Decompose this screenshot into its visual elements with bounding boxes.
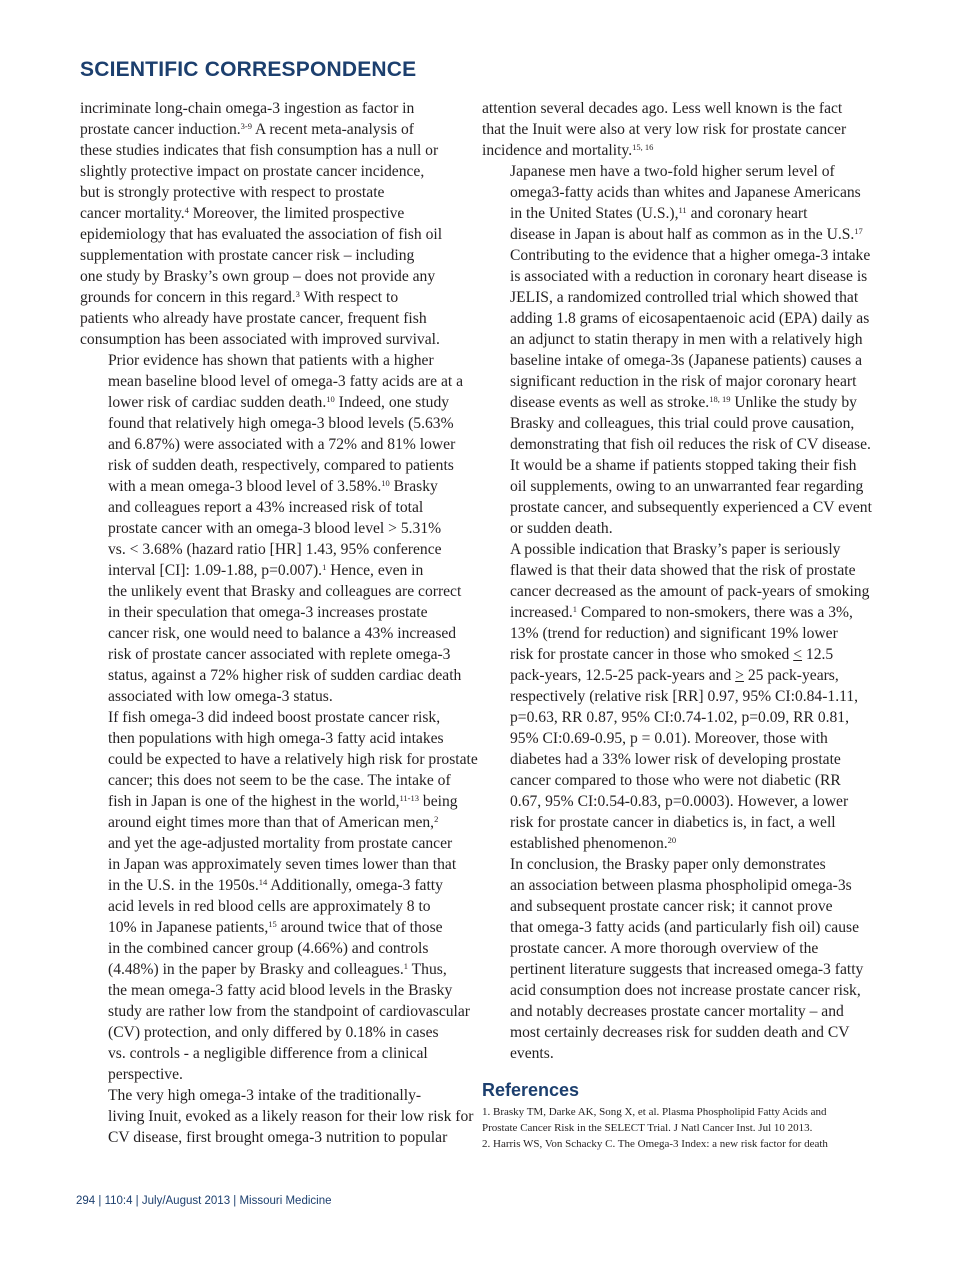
paragraph — [482, 98, 867, 161]
citation-superscript: 1 — [322, 562, 327, 572]
text-line: If fish omega-3 did indeed boost prostate cancer risk, — [108, 709, 441, 726]
citation-superscript: 14 — [258, 877, 268, 887]
paragraph — [80, 1085, 474, 1148]
text-line: the unlikely event that Brasky and colleagues are correct — [108, 583, 462, 600]
paragraph — [80, 350, 464, 707]
text-line: risk for prostate cancer in those who smoked < 12.5 — [510, 646, 834, 663]
citation-superscript: 10 — [326, 394, 335, 404]
text-line: pertinent literature suggests that increased omega-3 fatty — [510, 961, 864, 978]
paragraph — [482, 161, 872, 539]
text-line: is associated with a reduction in coronary heart disease is — [510, 268, 868, 285]
text-line: in the United States (U.S.),$^{11}$ and coronary heart — [510, 205, 808, 222]
text-line: A possible indication that Brasky’s paper is seriously — [510, 541, 841, 558]
text-line: these studies indicates that fish consumption has a null or — [80, 142, 439, 159]
text-line: slightly protective impact on prostate cancer incidence, — [80, 163, 425, 180]
text-line: prostate cancer. A more thorough overview of the — [510, 940, 819, 957]
reference-item: Prostate Cancer Risk in the SELECT Trial. J Natl Cancer Inst. Jul 10 2013. — [482, 1122, 813, 1134]
text-line: prostate cancer induction.$^{3-9}$ A recent meta-analysis of — [80, 121, 414, 138]
text-line: cancer mortality.$^4$ Moreover, the limited prospective — [80, 205, 405, 222]
text-line: an association between plasma phospholipid omega-3s — [510, 877, 852, 894]
text-line: or sudden death. — [510, 520, 613, 537]
text-line: one study by Brasky’s own group – does not provide any — [80, 268, 436, 285]
text-line: 13% (trend for reduction) and significant 19% lower — [510, 625, 838, 642]
text-line: established phenomenon.$^{20}$ — [510, 835, 677, 852]
text-line: status, against a 72% higher risk of sudden cardiac death — [108, 667, 462, 684]
text-line: flawed is that their data showed that the risk of prostate — [510, 562, 856, 579]
text-line: in the U.S. in the 1950s.$^{14}$ Additionally, omega-3 fatty — [108, 877, 443, 894]
text-line: supplementation with prostate cancer risk – including — [80, 247, 415, 264]
text-line: events. — [510, 1045, 554, 1062]
text-line: attention several decades ago. Less well known is the fact — [482, 100, 843, 117]
text-line: in Japan was approximately seven times lower than that — [108, 856, 457, 873]
citation-superscript: 11 — [678, 205, 687, 215]
text-line: and colleagues report a 43% increased risk of total — [108, 499, 424, 516]
text-line: adding 1.8 grams of eicosapentaenoic acid (EPA) daily as — [510, 310, 870, 327]
right-column — [482, 98, 872, 1152]
text-line: cancer decreased as the amount of pack-years of smoking — [510, 583, 870, 600]
text-line: CV disease, first brought omega-3 nutrition to popular — [108, 1129, 448, 1146]
page-footer: 294 | 110:4 | July/August 2013 | Missouri Medicine — [76, 1195, 332, 1207]
text-line: interval [CI]: 1.09-1.88, p=0.007).$^1$ Hence, even in — [108, 562, 424, 579]
citation-superscript: 2 — [434, 814, 439, 824]
text-line: acid consumption does not increase prostate cancer risk, — [510, 982, 861, 999]
text-line: The very high omega-3 intake of the traditionally- — [108, 1087, 422, 1104]
text-line: risk of sudden death, respectively, compared to patients — [108, 457, 454, 474]
left-column — [80, 98, 478, 1148]
reference-item: 1. Brasky TM, Darke AK, Song X, et al. Plasma Phospholipid Fatty Acids and — [482, 1106, 827, 1118]
text-line: JELIS, a randomized controlled trial which showed that — [510, 289, 859, 306]
text-line: cancer; this does not seem to be the case. The intake of — [108, 772, 451, 789]
text-line: incriminate long-chain omega-3 ingestion as factor in — [80, 100, 415, 117]
citation-superscript: 1 — [403, 961, 409, 971]
text-line: lower risk of cardiac sudden death.$^{10}$ Indeed, one study — [108, 394, 450, 411]
citation-superscript: 15 — [268, 919, 277, 929]
citation-superscript: 20 — [667, 835, 677, 845]
text-line: cancer risk, one would need to balance a 43% increased — [108, 625, 457, 642]
text-line: found that relatively high omega-3 blood levels (5.63% — [108, 415, 454, 432]
text-line: Contributing to the evidence that a higher omega-3 intake — [510, 247, 871, 264]
text-line: and 6.87%) were associated with a 72% and 81% lower — [108, 436, 456, 453]
text-line: 0.67, 95% CI:0.54-0.83, p=0.0003). However, a lower — [510, 793, 849, 810]
paragraph — [482, 854, 867, 1064]
text-line: study are rather low from the standpoint of cardiovascular — [108, 1003, 470, 1020]
text-line: Japanese men have a two-fold higher serum level of — [510, 163, 835, 180]
citation-superscript: 3 — [295, 289, 300, 299]
text-line: consumption has been associated with improved survival. — [80, 331, 440, 348]
text-line: (CV) protection, and only differed by 0.18% in cases — [108, 1024, 439, 1041]
text-line: acid levels in red blood cells are approximately 8 to — [108, 898, 431, 915]
text-line: It would be a shame if patients stopped taking their fish — [510, 457, 857, 474]
text-line: and notably decreases prostate cancer mortality – and — [510, 1003, 844, 1020]
text-line: p=0.63, RR 0.87, 95% CI:0.74-1.02, p=0.09, RR 0.81, — [510, 709, 850, 726]
reference-item: 2. Harris WS, Von Schacky C. The Omega-3 Index: a new risk factor for death — [482, 1138, 828, 1150]
text-line: epidemiology that has evaluated the association of fish oil — [80, 226, 443, 243]
text-line: increased.$^1$ Compared to non-smokers, there was a 3%, — [510, 604, 853, 621]
text-line: risk of prostate cancer associated with replete omega-3 — [108, 646, 451, 663]
text-line: prostate cancer with an omega-3 blood level > 5.31% — [108, 520, 442, 537]
text-line: the mean omega-3 fatty acid blood levels in the Brasky — [108, 982, 453, 999]
text-line: grounds for concern in this regard.$^3$ With respect to — [80, 289, 399, 306]
citation-superscript: 3-9 — [240, 121, 252, 131]
text-line: pack-years, 12.5-25 pack-years and > 25 pack-years, — [510, 667, 839, 684]
text-line: omega3-fatty acids than whites and Japanese Americans — [510, 184, 861, 201]
text-line: but is strongly protective with respect to prostate — [80, 184, 385, 201]
text-line: disease events as well as stroke.$^{18, 19}$ Unlike the study by — [510, 394, 857, 411]
text-line: mean baseline blood level of omega-3 fatty acids are at a — [108, 373, 464, 390]
text-line: could be expected to have a relatively high risk for prostate — [108, 751, 478, 768]
text-line: patients who already have prostate cancer, frequent fish — [80, 310, 427, 327]
text-line: and subsequent prostate cancer risk; it cannot prove — [510, 898, 833, 915]
text-line: that omega-3 fatty acids (and particularly fish oil) cause — [510, 919, 859, 936]
text-line: oil supplements, owing to an unwarranted fear regarding — [510, 478, 864, 495]
citation-superscript: 17 — [854, 226, 863, 236]
text-line: risk for prostate cancer in diabetics is, in fact, a well — [510, 814, 836, 831]
text-line: fish in Japan is one of the highest in the world,$^{11-13}$ being — [108, 793, 458, 810]
text-line: cancer compared to those who were not diabetic (RR — [510, 772, 841, 789]
text-line: respectively (relative risk [RR] 0.97, 95% CI:0.84-1.11, — [510, 688, 859, 705]
paragraph — [80, 98, 458, 350]
citation-superscript: 11-13 — [399, 793, 419, 803]
text-line: most certainly decreases risk for sudden death and CV — [510, 1024, 850, 1041]
paragraph — [482, 539, 870, 854]
text-line: incidence and mortality.$^{15, 16}$ — [482, 142, 654, 159]
text-line: associated with low omega-3 status. — [108, 688, 333, 705]
text-line: vs. controls - a negligible difference from a clinical — [108, 1045, 428, 1062]
text-line: that the Inuit were also at very low risk for prostate cancer — [482, 121, 847, 138]
text-line: Prior evidence has shown that patients with a higher — [108, 352, 434, 369]
citation-superscript: 18, 19 — [709, 394, 731, 404]
text-line: living Inuit, evoked as a likely reason for their low risk for — [108, 1108, 474, 1125]
reference-list — [482, 1104, 867, 1152]
greater-equal-symbol: > — [735, 667, 744, 684]
text-line: (4.48%) in the paper by Brasky and colleagues.$^1$ Thus, — [108, 961, 447, 978]
text-line: in the combined cancer group (4.66%) and controls — [108, 940, 429, 957]
text-line: significant reduction in the risk of major coronary heart — [510, 373, 857, 390]
text-line: vs. < 3.68% (hazard ratio [HR] 1.43, 95% conference — [108, 541, 442, 558]
text-line: Brasky and colleagues, this trial could prove causation, — [510, 415, 855, 432]
text-line: around eight times more than that of American men,$^2$ — [108, 814, 439, 831]
text-line: in their speculation that omega-3 increases prostate — [108, 604, 428, 621]
text-line: with a mean omega-3 blood level of 3.58%.$^{10}$ Brasky — [108, 478, 438, 495]
text-line: 10% in Japanese patients,$^{15}$ around twice that of those — [108, 919, 443, 936]
references-heading: References — [482, 1080, 580, 1100]
paragraph — [80, 707, 478, 1085]
citation-superscript: 1 — [572, 604, 578, 614]
text-line: then populations with high omega-3 fatty acid intakes — [108, 730, 444, 747]
text-line: an adjunct to statin therapy in men with a relatively high — [510, 331, 863, 348]
text-line: baseline intake of omega-3s (Japanese patients) causes a — [510, 352, 863, 369]
text-line: In conclusion, the Brasky paper only demonstrates — [510, 856, 826, 873]
less-equal-symbol: < — [793, 646, 803, 663]
text-line: and yet the age-adjusted mortality from prostate cancer — [108, 835, 453, 852]
text-line: 95% CI:0.69-0.95, p = 0.01). Moreover, those with — [510, 730, 828, 747]
section-title: SCIENTIFIC CORRESPONDENCE — [80, 58, 417, 81]
text-line: demonstrating that fish oil reduces the risk of CV disease. — [510, 436, 871, 453]
citation-superscript: 4 — [184, 205, 189, 215]
citation-superscript: 10 — [381, 478, 390, 488]
text-line: disease in Japan is about half as common as in the U.S.$^{17}$ — [510, 226, 863, 243]
text-line: diabetes had a 33% lower risk of developing prostate — [510, 751, 841, 768]
text-line: prostate cancer, and subsequently experienced a CV event — [510, 499, 872, 516]
text-line: perspective. — [108, 1066, 183, 1083]
citation-superscript: 15, 16 — [632, 142, 654, 152]
